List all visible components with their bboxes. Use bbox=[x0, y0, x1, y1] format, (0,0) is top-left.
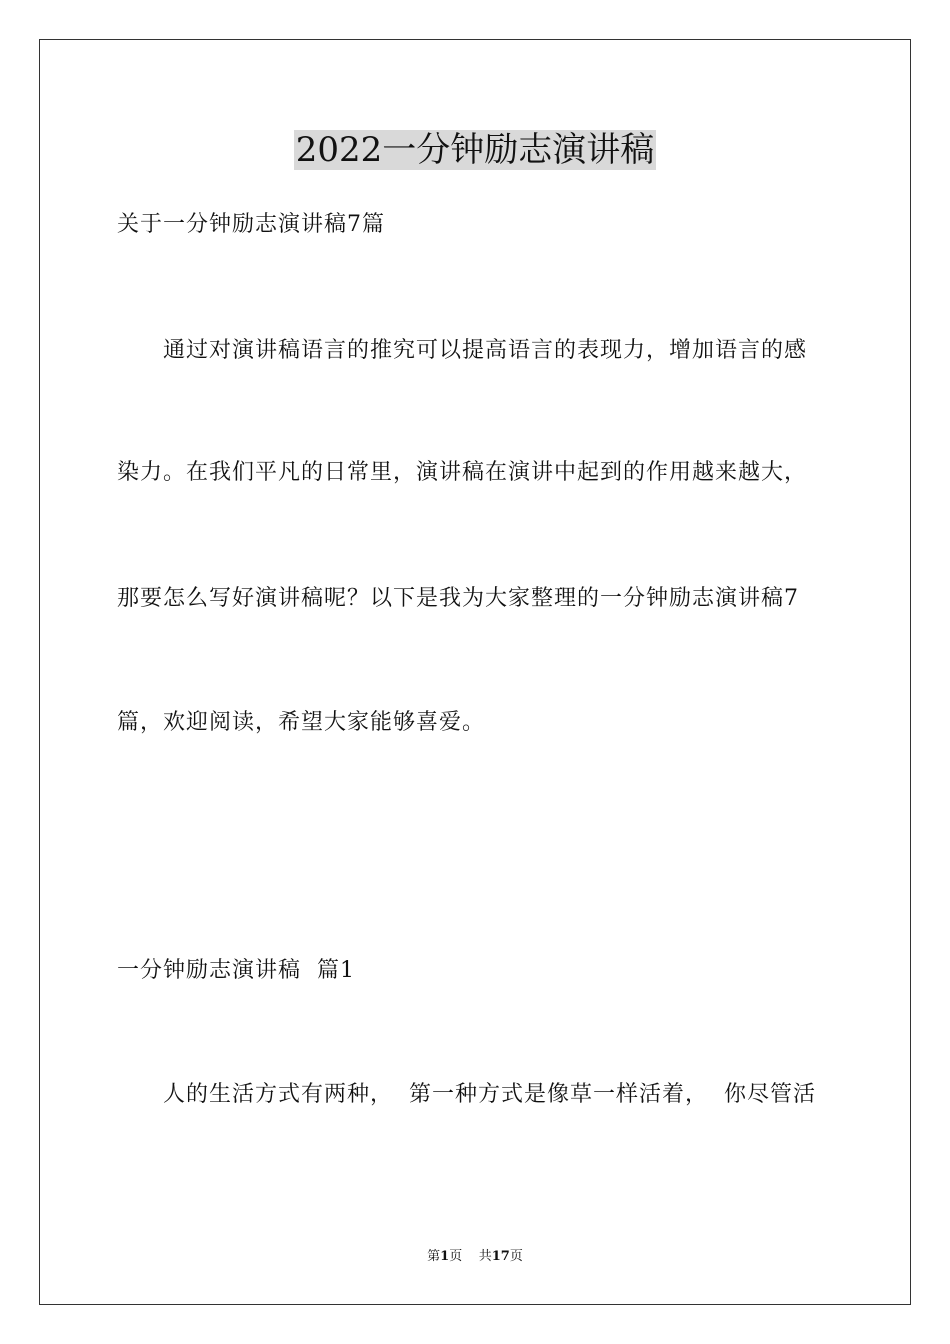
intro-paragraph-line: 那要怎么写好演讲稿呢？以下是我为大家整理的一分钟励志演讲稿7 bbox=[117, 586, 799, 611]
footer-page-prefix: 第 bbox=[427, 1249, 441, 1264]
footer-page-suffix: 页 bbox=[449, 1249, 463, 1264]
intro-paragraph-line: 篇，欢迎阅读，希望大家能够喜爱。 bbox=[117, 710, 486, 735]
section-paragraph-line: 人的生活方式有两种， 第一种方式是像草一样活着， 你尽管活 bbox=[163, 1082, 816, 1107]
footer-page-number: 1 bbox=[440, 1249, 450, 1264]
footer-total-suffix: 页 bbox=[509, 1249, 523, 1264]
intro-paragraph-line: 通过对演讲稿语言的推究可以提高语言的表现力，增加语言的感 bbox=[163, 338, 808, 363]
document-title-text: 2022一分钟励志演讲稿 bbox=[295, 130, 655, 170]
page-footer bbox=[0, 1248, 950, 1266]
section-heading: 一分钟励志演讲稿 篇1 bbox=[117, 958, 355, 983]
intro-paragraph-line: 染力。在我们平凡的日常里，演讲稿在演讲中起到的作用越来越大， bbox=[117, 460, 808, 485]
document-title bbox=[0, 128, 950, 172]
footer-total-pages: 17 bbox=[491, 1249, 510, 1264]
footer-total-prefix: 共 bbox=[478, 1249, 492, 1264]
document-subtitle: 关于一分钟励志演讲稿7篇 bbox=[117, 212, 385, 237]
